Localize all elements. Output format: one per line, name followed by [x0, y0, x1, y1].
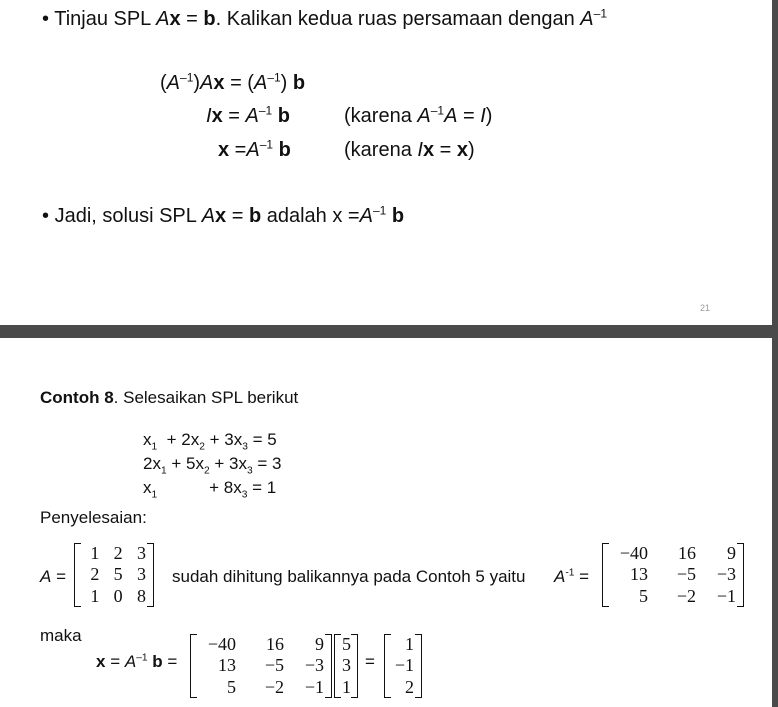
Ainv-label: $A^{-1}$ =: [554, 567, 590, 586]
slide-border: [772, 0, 778, 325]
page-number: 21: [700, 303, 711, 313]
vector-b-entry: 1: [342, 676, 351, 697]
vector-b: [334, 634, 358, 698]
matrix-Ainv-entry: 9: [315, 634, 324, 654]
slide-border: [772, 338, 778, 707]
vector-result-entry: 2: [405, 676, 414, 697]
matrix-Ainv-entry: −2: [264, 676, 284, 697]
matrix-Ainv-entry: −1: [304, 676, 324, 697]
matrix-A-entry: 3: [137, 543, 146, 563]
vector-b-entry: 3: [342, 655, 351, 676]
matrix-A-entry: 2: [90, 564, 100, 585]
matrix-Ainv-entry: −5: [676, 564, 696, 585]
matrix-A-entry: 2: [113, 543, 123, 563]
matrix-Ainv-entry: −3: [716, 564, 736, 585]
system-eq-1: $x_1 + 2x_2 + 3x_3 = 5$: [143, 430, 277, 453]
equals-sign: =: [365, 652, 375, 671]
equation-line-2-note: (karena $A^{-1}A = I$): [344, 103, 493, 127]
matrix-A: [74, 543, 154, 607]
matrix-Ainv-entry: 16: [678, 543, 696, 563]
matrix-Ainv-entry: 5: [227, 676, 236, 697]
matrix-A-entry: 8: [137, 585, 146, 606]
matrix-Ainv-2: [190, 634, 332, 698]
matrix-Ainv-entry: 13: [218, 655, 236, 676]
matrix-Ainv-entry: 5: [639, 585, 648, 606]
slide-separator: [0, 325, 778, 338]
matrix-Ainv-entry: 13: [630, 564, 648, 585]
slide-21: [0, 0, 772, 325]
equation-line-1: $(A^{-1})Ax = (A^{-1})$ b: [160, 70, 306, 94]
penyelesaian-label: Penyelesaian:: [40, 508, 147, 527]
vector-result-entry: −1: [394, 655, 414, 676]
system-eq-3: $x_1$ + $8x_3 = 1$: [143, 478, 277, 501]
matrix-A-entry: 0: [113, 585, 123, 606]
matrix-Ainv-entry: −40: [207, 634, 236, 654]
bullet-dot: •: [42, 8, 50, 30]
matrix-Ainv-entry: 9: [727, 543, 736, 563]
system-eq-2: $2x_1 + 5x_2 + 3x_3 = 3$: [143, 454, 282, 477]
matrix-A-entry: 1: [90, 543, 100, 563]
matrix-Ainv-entry: 16: [266, 634, 284, 654]
vector-result-entry: 1: [405, 634, 414, 654]
equation-line-3: $x =A^{-1}$ b: [218, 137, 291, 161]
matrix-A-entry: 3: [137, 564, 146, 585]
vector-result: [384, 634, 422, 698]
bullet-dot: •: [42, 205, 50, 227]
slide-22: [0, 338, 772, 707]
example-title: Contoh 8. Selesaikan SPL berikut: [40, 388, 299, 407]
bullet-text: Tinjau SPL Ax = b. Kalikan kedua ruas persamaan dengan $A^{-1}$: [54, 6, 607, 30]
matrix-Ainv-entry: −40: [619, 543, 648, 563]
maka-label: maka: [40, 626, 82, 645]
matrix-Ainv-entry: −3: [304, 655, 324, 676]
matrix-A-entry: 5: [113, 564, 123, 585]
matrix-Ainv-entry: −1: [716, 585, 736, 606]
A-label: A =: [40, 567, 66, 586]
middle-text: sudah dihitung balikannya pada Contoh 5 yaitu: [172, 567, 526, 586]
matrix-Ainv: [602, 543, 744, 607]
bullet-text: Jadi, solusi SPL Ax = b adalah $x =A^{-1}$ b: [54, 203, 405, 227]
matrix-Ainv-entry: −5: [264, 655, 284, 676]
equation-line-3-note: (karena Ix = x): [344, 139, 475, 161]
vector-b-entry: 5: [342, 634, 351, 654]
equation-line-2: $Ix = A^{-1}$ b: [206, 103, 290, 127]
x-label: $x = A^{-1}$ b =: [96, 652, 178, 671]
bullet-tinjau: [42, 8, 607, 31]
matrix-Ainv-entry: −2: [676, 585, 696, 606]
matrix-A-entry: 1: [90, 585, 100, 606]
bullet-jadi: [42, 205, 404, 228]
